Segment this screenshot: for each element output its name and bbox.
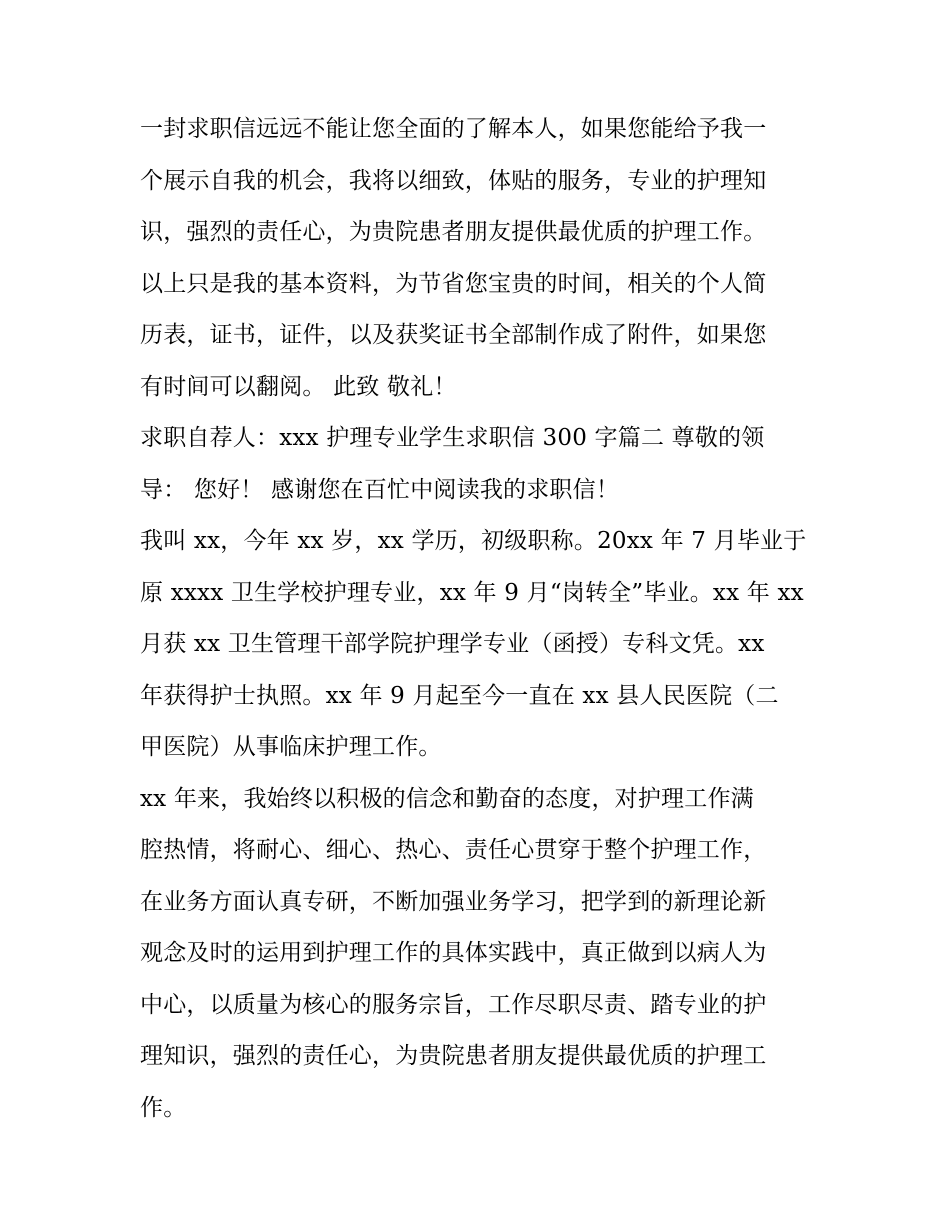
text-line: 原 xxxx 卫生学校护理专业，xx 年 9 月“岗转全”毕业。xx 年 xx [140, 579, 804, 606]
text-line: 观念及时的运用到护理工作的具体实践中，真正做到以病人为 [140, 940, 767, 966]
text-line: 甲医院）从事临床护理工作。 [140, 734, 442, 760]
text-line: 历表，证书，证件，以及获奖证书全部制作成了附件，如果您 [140, 322, 767, 348]
text-line: 求职自荐人：xxx 护理专业学生求职信 300 字篇二 尊敬的领 [140, 425, 765, 451]
text-line: 个展示自我的机会，我将以细致，体贴的服务，专业的护理知 [140, 167, 767, 194]
text-line: xx 年来，我始终以积极的信念和勤奋的态度，对护理工作满 [140, 785, 754, 812]
text-line: 识，强烈的责任心，为贵院患者朋友提供最优质的护理工作。 [140, 219, 767, 245]
text-line: 理知识，强烈的责任心，为贵院患者朋友提供最优质的护理工 [140, 1043, 767, 1069]
text-line: 在业务方面认真专研，不断加强业务学习，把学到的新理论新 [140, 888, 767, 915]
text-line: 月获 xx 卫生管理干部学院护理学专业（函授）专科文凭。xx [140, 631, 765, 657]
text-line: 年获得护士执照。xx 年 9 月起至今一直在 xx 县人民医院（二 [140, 682, 779, 709]
text-line: 有时间可以翻阅。 此致 敬礼！ [140, 373, 457, 400]
text-line: 导： 您好！ 感谢您在百忙中阅读我的求职信！ [140, 476, 620, 503]
text-line: 一封求职信远远不能让您全面的了解本人，如果您能给予我一 [140, 116, 767, 142]
letter-body [140, 104, 820, 1134]
text-line: 中心，以质量为核心的服务宗旨，工作尽职尽责、踏专业的护 [140, 991, 767, 1018]
text-line: 作。 [140, 1094, 187, 1121]
text-line: 我叫 xx，今年 xx 岁，xx 学历，初级职称。20xx 年 7 月毕业于 [140, 528, 807, 554]
text-line: 以上只是我的基本资料，为节省您宝贵的时间，相关的个人简 [140, 270, 767, 297]
text-line: 腔热情，将耐心、细心、热心、责任心贯穿于整个护理工作， [140, 837, 767, 863]
